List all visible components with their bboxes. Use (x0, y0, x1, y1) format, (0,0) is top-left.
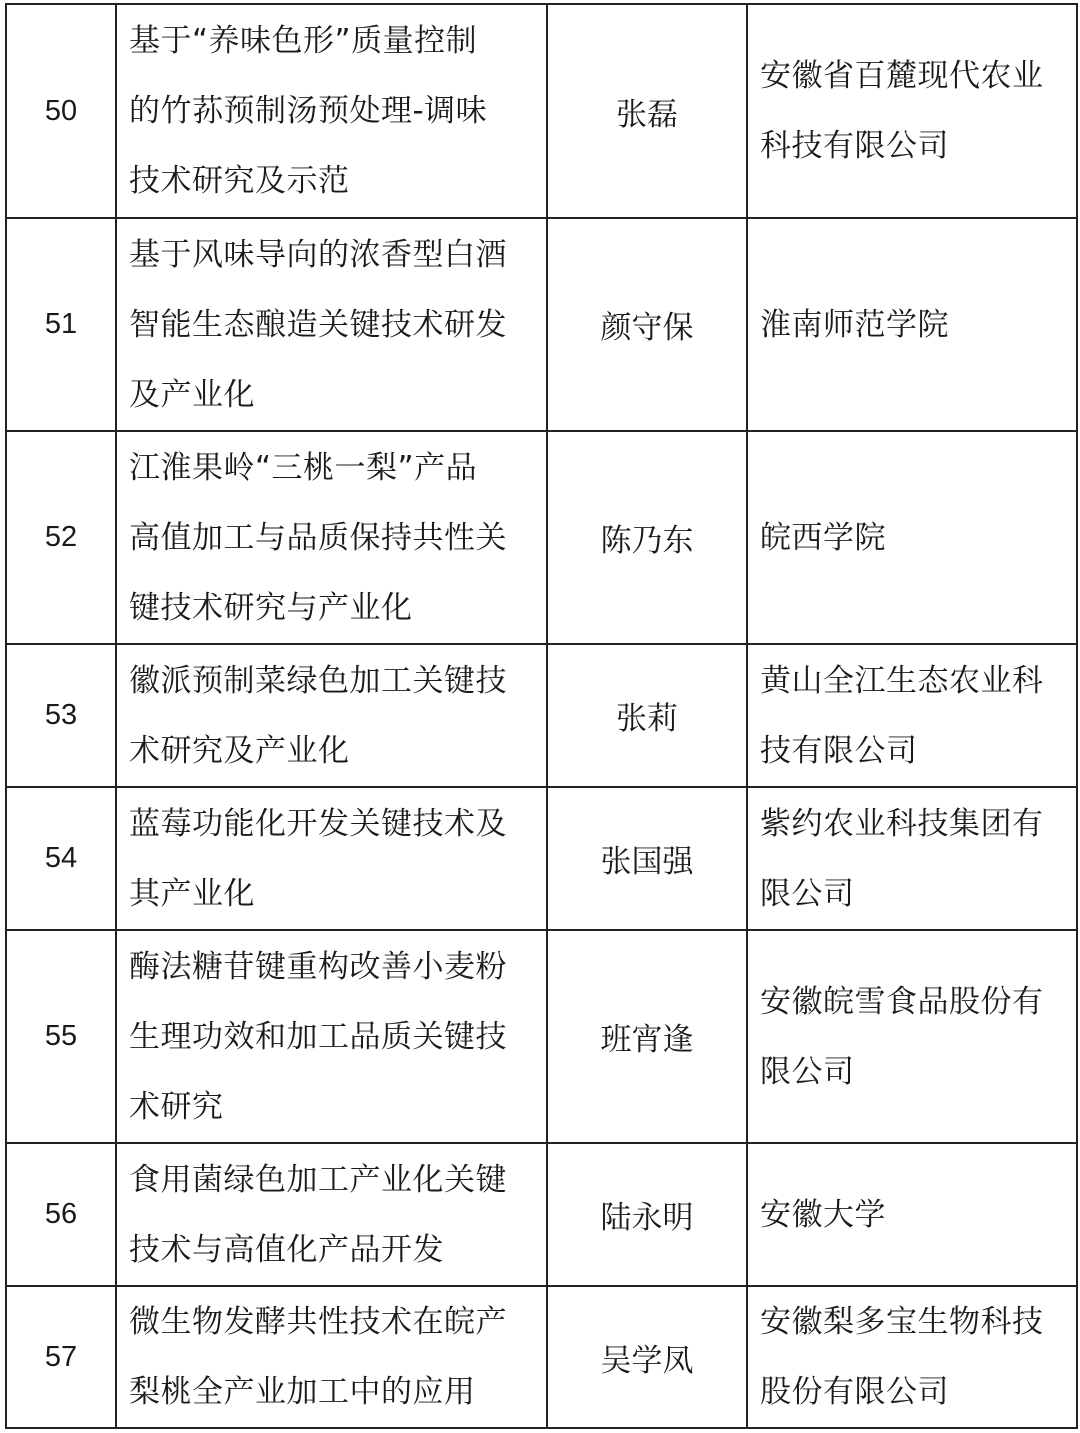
project-name-line: 术研究 (129, 1088, 224, 1125)
project-name-line: 江淮果岭“三桃一梨”产品 (129, 449, 478, 486)
row-number: 54 (6, 787, 116, 930)
project-leader: 班宵逢 (547, 930, 747, 1143)
organization-line: 淮南师范学院 (760, 306, 949, 343)
organization-line: 黄山全江生态农业科 (760, 662, 1044, 699)
organization-cell (747, 930, 1077, 1143)
organization-line: 股份有限公司 (760, 1374, 949, 1410)
project-name-cell (116, 4, 547, 218)
project-name-line: 其产业化 (129, 875, 255, 912)
project-name-line: 微生物发酵共性技术在皖产 (129, 1304, 507, 1340)
project-leader: 张莉 (547, 644, 747, 787)
row-number: 55 (6, 930, 116, 1143)
project-name-cell (116, 1143, 547, 1286)
project-name-line: 梨桃全产业加工中的应用 (129, 1374, 476, 1410)
table-row (6, 4, 1077, 218)
project-leader: 吴学凤 (547, 1286, 747, 1428)
row-number: 51 (6, 218, 116, 431)
organization-cell (747, 431, 1077, 644)
table-row (6, 1286, 1077, 1428)
organization-line: 紫约农业科技集团有 (760, 805, 1044, 842)
row-number: 57 (6, 1286, 116, 1428)
project-name-cell (116, 1286, 547, 1428)
project-name-line: 智能生态酿造关键技术研发 (129, 306, 507, 343)
table-row (6, 1143, 1077, 1286)
table-row (6, 787, 1077, 930)
organization-line: 限公司 (760, 1053, 855, 1090)
organization-line: 安徽省百麓现代农业 (760, 58, 1044, 94)
organization-cell (747, 1143, 1077, 1286)
project-name-line: 食用菌绿色加工产业化关键 (129, 1161, 507, 1198)
table-row (6, 930, 1077, 1143)
project-name-line: 及产业化 (129, 376, 255, 413)
row-number: 50 (6, 4, 116, 218)
table-row (6, 218, 1077, 431)
project-name-cell (116, 644, 547, 787)
table-row (6, 644, 1077, 787)
project-table (5, 3, 1078, 1429)
project-leader: 颜守保 (547, 218, 747, 431)
project-name-line: 生理功效和加工品质关键技 (129, 1018, 507, 1055)
project-name-line: 基于“养味色形”质量控制 (129, 23, 478, 59)
organization-cell (747, 218, 1077, 431)
row-number: 52 (6, 431, 116, 644)
organization-line: 安徽大学 (760, 1196, 886, 1233)
project-name-cell (116, 431, 547, 644)
organization-cell (747, 644, 1077, 787)
organization-line: 限公司 (760, 875, 855, 912)
row-number: 56 (6, 1143, 116, 1286)
project-leader: 陈乃东 (547, 431, 747, 644)
project-name-line: 的竹荪预制汤预处理-调味 (129, 93, 488, 129)
organization-line: 皖西学院 (760, 519, 886, 556)
project-name-cell (116, 787, 547, 930)
organization-cell (747, 4, 1077, 218)
project-name-line: 酶法糖苷键重构改善小麦粉 (129, 948, 507, 985)
project-name-line: 高值加工与品质保持共性关 (129, 519, 507, 556)
project-leader: 陆永明 (547, 1143, 747, 1286)
project-name-line: 术研究及产业化 (129, 732, 350, 769)
project-name-line: 蓝莓功能化开发关键技术及 (129, 805, 507, 842)
project-leader: 张国强 (547, 787, 747, 930)
project-name-cell (116, 930, 547, 1143)
organization-cell (747, 1286, 1077, 1428)
table-row (6, 431, 1077, 644)
project-name-line: 键技术研究与产业化 (129, 589, 413, 626)
organization-line: 安徽皖雪食品股份有 (760, 983, 1044, 1020)
project-leader: 张磊 (547, 4, 747, 218)
project-name-line: 基于风味导向的浓香型白酒 (129, 236, 507, 273)
project-name-line: 徽派预制菜绿色加工关键技 (129, 662, 507, 699)
row-number: 53 (6, 644, 116, 787)
organization-line: 技有限公司 (760, 732, 918, 769)
organization-line: 科技有限公司 (760, 128, 949, 164)
organization-line: 安徽梨多宝生物科技 (760, 1304, 1044, 1340)
project-name-line: 技术与高值化产品开发 (129, 1231, 444, 1268)
project-name-line: 技术研究及示范 (129, 163, 350, 199)
project-name-cell (116, 218, 547, 431)
organization-cell (747, 787, 1077, 930)
